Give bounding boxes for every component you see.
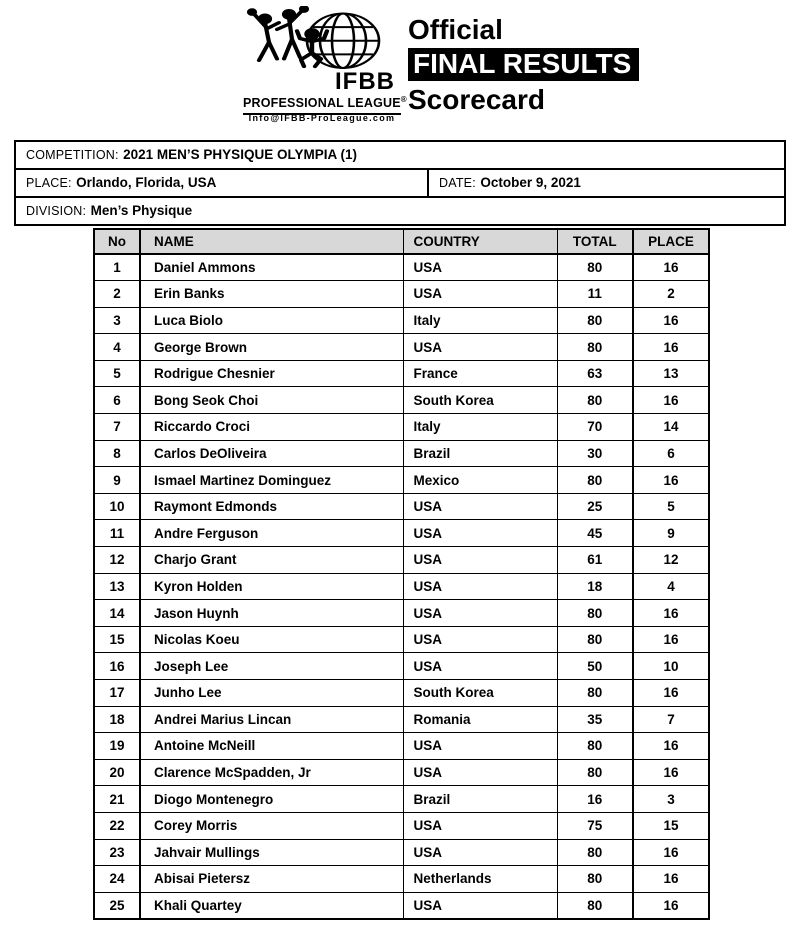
cell-country: USA: [403, 573, 557, 600]
competition-label: COMPETITION:: [26, 148, 119, 162]
cell-country: Mexico: [403, 467, 557, 494]
results-header-row: [94, 229, 709, 254]
cell-no: 10: [94, 493, 140, 520]
cell-no: 22: [94, 812, 140, 839]
cell-country: USA: [403, 547, 557, 574]
cell-total: 80: [557, 307, 633, 334]
cell-total: 80: [557, 733, 633, 760]
cell-total: 16: [557, 786, 633, 813]
cell-total: 80: [557, 680, 633, 707]
division-value: Men’s Physique: [90, 203, 193, 218]
place-cell: [15, 169, 428, 197]
cell-country: USA: [403, 839, 557, 866]
cell-country: Romania: [403, 706, 557, 733]
cell-place: 16: [633, 839, 709, 866]
table-row: [94, 307, 709, 334]
place-value: Orlando, Florida, USA: [76, 175, 217, 190]
column-header-country: COUNTRY: [403, 229, 557, 254]
column-header-name: NAME: [140, 229, 403, 254]
cell-total: 80: [557, 334, 633, 361]
cell-no: 7: [94, 414, 140, 441]
cell-total: 11: [557, 281, 633, 308]
cell-name: Joseph Lee: [140, 653, 403, 680]
table-row: [94, 866, 709, 893]
cell-name: Rodrigue Chesnier: [140, 360, 403, 387]
cell-name: Diogo Montenegro: [140, 786, 403, 813]
table-row: [94, 440, 709, 467]
cell-country: USA: [403, 493, 557, 520]
cell-country: USA: [403, 334, 557, 361]
date-cell: [428, 169, 785, 197]
cell-place: 16: [633, 733, 709, 760]
cell-no: 8: [94, 440, 140, 467]
cell-total: 80: [557, 839, 633, 866]
cell-name: Corey Morris: [140, 812, 403, 839]
cell-name: Charjo Grant: [140, 547, 403, 574]
table-row: [94, 573, 709, 600]
title-block: [408, 13, 639, 117]
results-table: [93, 228, 710, 920]
cell-name: Andre Ferguson: [140, 520, 403, 547]
table-row: [94, 892, 709, 919]
cell-place: 16: [633, 387, 709, 414]
cell-country: USA: [403, 812, 557, 839]
cell-no: 4: [94, 334, 140, 361]
competition-cell: [15, 141, 785, 169]
cell-place: 16: [633, 866, 709, 893]
cell-no: 24: [94, 866, 140, 893]
cell-place: 16: [633, 892, 709, 919]
results-table-body: [94, 254, 709, 919]
date-label: DATE:: [439, 176, 476, 190]
cell-no: 6: [94, 387, 140, 414]
table-row: [94, 680, 709, 707]
logo-ifbb-text: IFBB: [335, 68, 395, 95]
cell-name: Erin Banks: [140, 281, 403, 308]
registered-mark: ®: [400, 95, 407, 104]
cell-place: 15: [633, 812, 709, 839]
cell-place: 3: [633, 786, 709, 813]
cell-total: 61: [557, 547, 633, 574]
column-header-total: TOTAL: [557, 229, 633, 254]
cell-name: Nicolas Koeu: [140, 626, 403, 653]
place-label: PLACE:: [26, 176, 72, 190]
cell-no: 2: [94, 281, 140, 308]
title-final-results: FINAL RESULTS: [408, 48, 639, 81]
competition-info-box: [14, 140, 786, 226]
cell-name: Khali Quartey: [140, 892, 403, 919]
cell-place: 4: [633, 573, 709, 600]
cell-no: 5: [94, 360, 140, 387]
globe-with-athletes-icon: [243, 6, 401, 74]
table-row: [94, 653, 709, 680]
date-value: October 9, 2021: [480, 175, 581, 190]
table-row: [94, 387, 709, 414]
cell-no: 18: [94, 706, 140, 733]
table-row: [94, 520, 709, 547]
cell-no: 23: [94, 839, 140, 866]
cell-total: 80: [557, 467, 633, 494]
cell-no: 3: [94, 307, 140, 334]
cell-country: USA: [403, 520, 557, 547]
cell-country: South Korea: [403, 387, 557, 414]
cell-no: 9: [94, 467, 140, 494]
cell-total: 30: [557, 440, 633, 467]
table-row: [94, 733, 709, 760]
cell-no: 11: [94, 520, 140, 547]
table-row: [94, 706, 709, 733]
cell-no: 14: [94, 600, 140, 627]
cell-name: Daniel Ammons: [140, 254, 403, 281]
cell-no: 20: [94, 759, 140, 786]
cell-place: 12: [633, 547, 709, 574]
table-row: [94, 467, 709, 494]
column-header-place: PLACE: [633, 229, 709, 254]
table-row: [94, 281, 709, 308]
logo-email: Info@IFBB-ProLeague.com: [248, 113, 396, 123]
table-row: [94, 547, 709, 574]
cell-total: 80: [557, 866, 633, 893]
division-cell: [15, 197, 785, 225]
cell-name: Carlos DeOliveira: [140, 440, 403, 467]
cell-name: Jason Huynh: [140, 600, 403, 627]
cell-place: 16: [633, 600, 709, 627]
cell-total: 45: [557, 520, 633, 547]
cell-place: 14: [633, 414, 709, 441]
cell-total: 80: [557, 600, 633, 627]
cell-country: Italy: [403, 307, 557, 334]
cell-country: USA: [403, 653, 557, 680]
cell-name: Riccardo Croci: [140, 414, 403, 441]
cell-no: 12: [94, 547, 140, 574]
cell-name: Bong Seok Choi: [140, 387, 403, 414]
cell-total: 25: [557, 493, 633, 520]
cell-place: 16: [633, 334, 709, 361]
cell-no: 21: [94, 786, 140, 813]
cell-name: Junho Lee: [140, 680, 403, 707]
cell-name: George Brown: [140, 334, 403, 361]
cell-total: 35: [557, 706, 633, 733]
cell-name: Luca Biolo: [140, 307, 403, 334]
cell-place: 16: [633, 759, 709, 786]
logo-subtitle: PROFESSIONAL LEAGUE®: [243, 95, 401, 115]
cell-country: Brazil: [403, 440, 557, 467]
cell-country: USA: [403, 892, 557, 919]
cell-country: USA: [403, 733, 557, 760]
division-label: DIVISION:: [26, 204, 87, 218]
cell-no: 16: [94, 653, 140, 680]
cell-place: 6: [633, 440, 709, 467]
cell-total: 70: [557, 414, 633, 441]
cell-total: 80: [557, 892, 633, 919]
title-official: Official: [408, 14, 503, 45]
table-row: [94, 254, 709, 281]
cell-total: 75: [557, 812, 633, 839]
cell-place: 16: [633, 254, 709, 281]
table-row: [94, 812, 709, 839]
title-scorecard: Scorecard: [408, 84, 545, 115]
cell-country: USA: [403, 281, 557, 308]
cell-total: 18: [557, 573, 633, 600]
cell-no: 19: [94, 733, 140, 760]
cell-country: Netherlands: [403, 866, 557, 893]
cell-country: France: [403, 360, 557, 387]
table-row: [94, 600, 709, 627]
cell-total: 63: [557, 360, 633, 387]
cell-country: Italy: [403, 414, 557, 441]
cell-country: USA: [403, 626, 557, 653]
column-header-no: No: [94, 229, 140, 254]
cell-place: 10: [633, 653, 709, 680]
cell-country: South Korea: [403, 680, 557, 707]
cell-total: 50: [557, 653, 633, 680]
cell-name: Kyron Holden: [140, 573, 403, 600]
table-row: [94, 360, 709, 387]
table-row: [94, 759, 709, 786]
cell-no: 25: [94, 892, 140, 919]
cell-place: 5: [633, 493, 709, 520]
cell-no: 17: [94, 680, 140, 707]
cell-name: Clarence McSpadden, Jr: [140, 759, 403, 786]
cell-place: 16: [633, 467, 709, 494]
cell-place: 2: [633, 281, 709, 308]
table-row: [94, 493, 709, 520]
cell-name: Andrei Marius Lincan: [140, 706, 403, 733]
cell-country: USA: [403, 759, 557, 786]
table-row: [94, 334, 709, 361]
table-row: [94, 414, 709, 441]
cell-no: 1: [94, 254, 140, 281]
cell-total: 80: [557, 387, 633, 414]
cell-place: 9: [633, 520, 709, 547]
cell-name: Antoine McNeill: [140, 733, 403, 760]
cell-place: 7: [633, 706, 709, 733]
cell-name: Abisai Pietersz: [140, 866, 403, 893]
cell-place: 16: [633, 680, 709, 707]
cell-place: 13: [633, 360, 709, 387]
cell-country: Brazil: [403, 786, 557, 813]
cell-name: Jahvair Mullings: [140, 839, 403, 866]
cell-country: USA: [403, 254, 557, 281]
table-row: [94, 839, 709, 866]
cell-name: Raymont Edmonds: [140, 493, 403, 520]
cell-name: Ismael Martinez Dominguez: [140, 467, 403, 494]
cell-no: 13: [94, 573, 140, 600]
cell-country: USA: [403, 600, 557, 627]
cell-no: 15: [94, 626, 140, 653]
cell-total: 80: [557, 626, 633, 653]
cell-place: 16: [633, 307, 709, 334]
competition-value: 2021 MEN’S PHYSIQUE OLYMPIA (1): [123, 147, 357, 162]
table-row: [94, 786, 709, 813]
cell-total: 80: [557, 254, 633, 281]
cell-place: 16: [633, 626, 709, 653]
cell-total: 80: [557, 759, 633, 786]
table-row: [94, 626, 709, 653]
